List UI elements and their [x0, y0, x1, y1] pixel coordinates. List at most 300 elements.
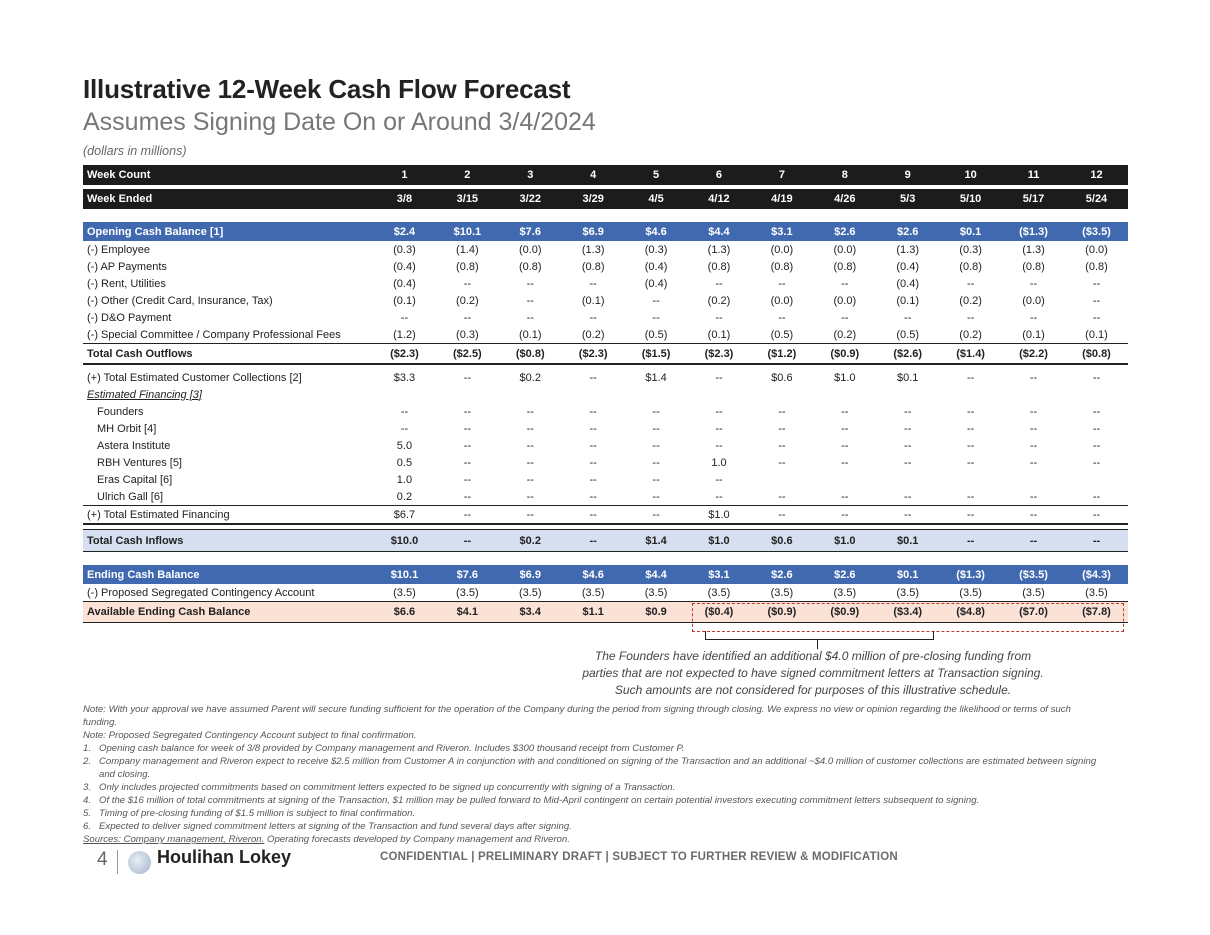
table-cell: $10.1: [373, 565, 436, 584]
sources-line: [83, 833, 1103, 846]
table-cell: (0.8): [518, 260, 542, 273]
table-cell: --: [966, 277, 975, 290]
table-cell: $0.1: [876, 565, 939, 584]
table-cell: 5/17: [1002, 189, 1065, 209]
outflow-row-label: (-) AP Payments: [87, 260, 167, 273]
table-cell: (3.5): [707, 586, 731, 599]
table-cell: (3.5): [833, 586, 857, 599]
table-cell: [1065, 471, 1128, 488]
table-cell: (0.0): [833, 243, 857, 256]
table-cell: --: [400, 311, 409, 324]
table-cell: --: [526, 439, 534, 452]
table-cell: --: [715, 490, 723, 503]
table-cell: --: [966, 405, 975, 418]
table-cell: --: [436, 506, 499, 525]
outflow-row-label: (-) Rent, Utilities: [87, 277, 166, 290]
table-cell: --: [499, 506, 562, 525]
table-cell: ($2.6): [876, 344, 939, 365]
table-cell: (0.2): [707, 294, 731, 307]
table-cell: (3.5): [1022, 586, 1045, 599]
financing-row-label: Astera Institute: [97, 439, 171, 452]
table-cell: 11: [1002, 165, 1065, 185]
table-cell: --: [652, 490, 660, 503]
table-cell: --: [400, 422, 409, 435]
table-cell: (0.1): [1085, 328, 1108, 341]
table-cell: [499, 386, 562, 403]
total-financing-row-label: (+) Total Estimated Financing: [83, 506, 373, 525]
table-cell: --: [966, 456, 975, 469]
table-cell: --: [463, 405, 472, 418]
table-cell: --: [1092, 405, 1101, 418]
financing-header-row: [83, 386, 1128, 403]
table-cell: (0.8): [1022, 260, 1045, 273]
table-cell: (0.3): [393, 243, 416, 256]
table-cell: $2.6: [750, 565, 813, 584]
table-cell: 4/12: [688, 189, 751, 209]
callout-line: parties that are not expected to have signed commitment letters at Transaction signing.: [582, 666, 1044, 680]
opening-cash-row-label: Opening Cash Balance [1]: [83, 222, 373, 241]
table-cell: --: [966, 439, 975, 452]
table-cell: $2.6: [813, 222, 876, 241]
table-cell: (0.2): [833, 328, 857, 341]
table-cell: --: [589, 405, 597, 418]
table-cell: --: [904, 490, 912, 503]
table-cell: [1002, 386, 1065, 403]
table-cell: --: [966, 422, 975, 435]
table-cell: [813, 386, 876, 403]
table-cell: (0.1): [1022, 328, 1045, 341]
table-cell: (0.8): [581, 260, 605, 273]
highlight-dashed-box: [692, 603, 1124, 632]
table-cell: (0.4): [644, 260, 668, 273]
outflow-row-label: (-) Special Committee / Company Professional Fees: [87, 328, 341, 341]
table-cell: 1.0: [396, 473, 413, 486]
contingency-row: [83, 584, 1128, 602]
table-cell: (0.0): [833, 294, 857, 307]
table-cell: (0.1): [518, 328, 542, 341]
table-cell: $1.0: [688, 530, 751, 552]
table-cell: --: [526, 405, 534, 418]
table-cell: $1.0: [813, 530, 876, 552]
table-cell: 4/5: [625, 189, 688, 209]
table-cell: (0.4): [393, 277, 416, 290]
table-cell: --: [652, 294, 660, 307]
table-cell: --: [778, 277, 786, 290]
footnote: [83, 781, 1103, 794]
table-cell: ($2.3): [373, 344, 436, 365]
week-ended-row-label: Week Ended: [83, 189, 373, 209]
table-cell: $0.2: [499, 530, 562, 552]
table-cell: 12: [1065, 165, 1128, 185]
table-cell: --: [1092, 294, 1101, 307]
table-cell: --: [1092, 277, 1101, 290]
available-cash-row-label: Available Ending Cash Balance: [83, 602, 373, 623]
outflow-row: [83, 309, 1128, 326]
table-cell: --: [589, 422, 597, 435]
financing-row: [83, 488, 1128, 506]
table-cell: (3.5): [518, 586, 542, 599]
table-cell: --: [904, 456, 912, 469]
footnote-number: 4.: [83, 795, 92, 806]
footnote-text: Company management and Riveron expect to receive $2.5 million from Customer A in conjunction with and conditioned on signing of the Transaction and an additional ~$4.0 million of customer collections are estimated between signing and closing.: [99, 756, 1097, 780]
financing-row-label: MH Orbit [4]: [97, 422, 157, 435]
table-cell: $1.1: [562, 602, 625, 623]
footnote-number: 2.: [83, 756, 92, 767]
table-cell: 4: [562, 165, 625, 185]
financing-row: [83, 420, 1128, 437]
table-cell: $4.4: [625, 565, 688, 584]
table-cell: $0.2: [519, 371, 541, 384]
table-cell: (3.5): [1085, 586, 1108, 599]
table-cell: (0.8): [1085, 260, 1108, 273]
outflow-row: [83, 258, 1128, 275]
table-cell: --: [715, 371, 723, 384]
table-cell: ($2.3): [562, 344, 625, 365]
financing-row: [83, 437, 1128, 454]
table-cell: 3/15: [436, 189, 499, 209]
table-cell: --: [715, 473, 723, 486]
table-cell: (0.0): [518, 243, 542, 256]
table-cell: --: [463, 439, 472, 452]
footnotes-section: [83, 703, 1103, 846]
table-cell: (0.1): [707, 328, 731, 341]
table-cell: --: [463, 490, 472, 503]
table-cell: 5.0: [396, 439, 413, 452]
table-cell: $2.4: [373, 222, 436, 241]
table-cell: (0.3): [644, 243, 668, 256]
table-cell: $4.1: [436, 602, 499, 623]
table-cell: ($1.2): [750, 344, 813, 365]
table-cell: (3.5): [959, 586, 982, 599]
footnote: [83, 755, 1103, 781]
table-cell: [562, 386, 625, 403]
table-cell: [625, 386, 688, 403]
table-cell: 2: [436, 165, 499, 185]
table-cell: --: [715, 277, 723, 290]
table-cell: $1.4: [645, 371, 667, 384]
table-cell: (1.3): [1022, 243, 1045, 256]
table-cell: 6: [688, 165, 751, 185]
table-cell: 3: [499, 165, 562, 185]
table-cell: 1.0: [711, 456, 727, 469]
table-cell: 3/22: [499, 189, 562, 209]
footer-divider: [117, 850, 118, 874]
financing-row-label: Eras Capital [6]: [97, 473, 173, 486]
contingency-row-label: (-) Proposed Segregated Contingency Account: [87, 586, 315, 599]
table-cell: --: [1002, 530, 1065, 552]
table-cell: --: [904, 422, 912, 435]
total-outflows-row-label: Total Cash Outflows: [83, 344, 373, 365]
table-cell: [373, 386, 436, 403]
financing-row-label: RBH Ventures [5]: [97, 456, 182, 469]
table-cell: (0.1): [581, 294, 605, 307]
footnote-text: Expected to deliver signed commitment letters at signing of the Transaction and fund several days after signing.: [99, 821, 572, 832]
note-funding: Note: With your approval we have assumed Parent will secure funding sufficient for the operation of the Company during the period from signing through closing. We express no view or opinion regarding the likelihood or terms of such funding.: [83, 704, 1071, 728]
table-cell: --: [939, 506, 1002, 525]
cash-flow-table: [83, 165, 1128, 623]
table-cell: $4.6: [625, 222, 688, 241]
table-cell: --: [778, 311, 786, 324]
table-cell: --: [715, 422, 723, 435]
table-cell: (0.8): [456, 260, 479, 273]
table-cell: $10.0: [373, 530, 436, 552]
table-cell: 5: [625, 165, 688, 185]
table-cell: --: [589, 371, 597, 384]
table-cell: --: [526, 473, 534, 486]
note-contingency: Note: Proposed Segregated Contingency Account subject to final confirmation.: [83, 730, 417, 741]
table-cell: ($0.9): [813, 602, 876, 623]
footnote-number: 6.: [83, 821, 92, 832]
table-cell: --: [652, 422, 660, 435]
table-cell: (0.8): [770, 260, 794, 273]
table-cell: (0.0): [1022, 294, 1045, 307]
table-cell: (0.0): [1085, 243, 1108, 256]
footnote: [83, 742, 1103, 755]
table-cell: 0.5: [396, 456, 413, 469]
table-cell: --: [1002, 506, 1065, 525]
table-cell: [939, 386, 1002, 403]
table-cell: [813, 471, 876, 488]
table-cell: (1.3): [707, 243, 731, 256]
table-cell: --: [1029, 422, 1038, 435]
footnote-text: Timing of pre-closing funding of $1.5 million is subject to final confirmation.: [99, 808, 416, 819]
outflow-row-label: (-) Other (Credit Card, Insurance, Tax): [87, 294, 273, 307]
table-cell: --: [966, 371, 975, 384]
table-cell: (1.4): [456, 243, 479, 256]
table-cell: --: [589, 456, 597, 469]
table-cell: --: [778, 490, 786, 503]
table-cell: (3.5): [456, 586, 479, 599]
table-cell: --: [652, 456, 660, 469]
table-cell: (0.3): [959, 243, 982, 256]
outflow-row: [83, 241, 1128, 258]
table-cell: $6.7: [373, 506, 436, 525]
ending-cash-row-label: Ending Cash Balance: [83, 565, 373, 584]
table-cell: --: [841, 456, 849, 469]
table-cell: --: [526, 277, 534, 290]
week-count-row: [83, 165, 1128, 185]
table-cell: (0.2): [581, 328, 605, 341]
table-cell: ($0.8): [1065, 344, 1128, 365]
table-cell: $0.6: [771, 371, 793, 384]
table-cell: ($2.3): [688, 344, 751, 365]
opening-cash-row: [83, 222, 1128, 241]
table-cell: --: [1092, 456, 1101, 469]
table-cell: 10: [939, 165, 1002, 185]
table-cell: [688, 386, 751, 403]
table-cell: ($1.3): [1002, 222, 1065, 241]
table-cell: $7.6: [436, 565, 499, 584]
week-ended-row: [83, 189, 1128, 209]
financing-row: [83, 454, 1128, 471]
table-cell: --: [1092, 422, 1101, 435]
table-cell: (3.5): [896, 586, 920, 599]
table-cell: 3/8: [373, 189, 436, 209]
spacer-row: [83, 552, 1128, 566]
callout-bracket: [705, 631, 934, 640]
table-cell: (0.1): [896, 294, 920, 307]
table-cell: --: [526, 490, 534, 503]
table-cell: --: [1029, 277, 1038, 290]
table-cell: ($0.4): [688, 602, 751, 623]
table-cell: --: [841, 405, 849, 418]
table-cell: ($0.9): [813, 344, 876, 365]
table-cell: --: [966, 490, 975, 503]
table-cell: --: [463, 422, 472, 435]
table-cell: 5/24: [1065, 189, 1128, 209]
table-cell: --: [778, 422, 786, 435]
table-cell: $3.1: [750, 222, 813, 241]
table-cell: --: [939, 530, 1002, 552]
page-footer: [83, 846, 983, 876]
table-cell: (0.0): [770, 294, 794, 307]
footnote-number: 3.: [83, 782, 92, 793]
table-cell: --: [652, 405, 660, 418]
table-cell: $7.6: [499, 222, 562, 241]
table-cell: --: [589, 277, 597, 290]
table-cell: ($2.2): [1002, 344, 1065, 365]
outflow-row-label: (-) Employee: [87, 243, 150, 256]
financing-header-row-label-text: Estimated Financing [3]: [87, 388, 202, 401]
table-cell: --: [463, 311, 472, 324]
footnote-text: Opening cash balance for week of 3/8 provided by Company management and Riveron. Includes $300 thousand receipt from Customer P.: [99, 743, 685, 754]
table-cell: $2.6: [813, 565, 876, 584]
table-cell: --: [904, 439, 912, 452]
table-cell: $0.1: [876, 530, 939, 552]
table-cell: (0.4): [644, 277, 668, 290]
table-cell: --: [589, 490, 597, 503]
table-cell: --: [841, 277, 849, 290]
units-note: (dollars in millions): [83, 144, 187, 158]
table-cell: $3.4: [499, 602, 562, 623]
page-subtitle: Assumes Signing Date On or Around 3/4/2024: [83, 108, 596, 136]
table-cell: --: [526, 311, 534, 324]
table-cell: (0.1): [393, 294, 416, 307]
table-cell: [876, 471, 939, 488]
table-cell: --: [841, 490, 849, 503]
table-cell: --: [400, 405, 409, 418]
spacer-row: [83, 209, 1128, 222]
footnote-number: 1.: [83, 743, 92, 754]
total-inflows-row: [83, 530, 1128, 552]
table-cell: --: [652, 311, 660, 324]
table-cell: 5/3: [876, 189, 939, 209]
table-cell: --: [876, 506, 939, 525]
table-cell: --: [841, 439, 849, 452]
table-cell: --: [841, 422, 849, 435]
table-cell: (0.2): [959, 328, 982, 341]
table-cell: (0.5): [770, 328, 794, 341]
table-cell: $3.1: [688, 565, 751, 584]
table-cell: --: [589, 439, 597, 452]
table-cell: $2.6: [876, 222, 939, 241]
table-cell: --: [463, 371, 472, 384]
table-cell: --: [625, 506, 688, 525]
table-cell: --: [904, 405, 912, 418]
table-cell: 7: [750, 165, 813, 185]
table-cell: --: [589, 473, 597, 486]
footnote-text: Only includes projected commitments based on commitment letters expected to be signed up concurrently with signing of a Transaction.: [99, 782, 676, 793]
table-cell: ($1.5): [625, 344, 688, 365]
table-cell: 8: [813, 165, 876, 185]
table-cell: $4.6: [562, 565, 625, 584]
table-cell: --: [436, 530, 499, 552]
week-count-row-label: Week Count: [83, 165, 373, 185]
table-cell: $1.0: [688, 506, 751, 525]
callout-line: The Founders have identified an additional $4.0 million of pre-closing funding from: [594, 649, 1032, 663]
table-cell: 5/10: [939, 189, 1002, 209]
table-cell: (0.8): [833, 260, 857, 273]
confidential-notice: CONFIDENTIAL | PRELIMINARY DRAFT | SUBJECT TO FURTHER REVIEW & MODIFICATION: [380, 851, 898, 863]
customer-collections-row: [83, 369, 1128, 386]
table-cell: --: [750, 506, 813, 525]
table-cell: --: [1092, 371, 1101, 384]
table-cell: ($3.4): [876, 602, 939, 623]
table-cell: ($4.8): [939, 602, 1002, 623]
table-cell: --: [778, 456, 786, 469]
outflow-row: [83, 326, 1128, 344]
table-cell: --: [463, 456, 472, 469]
table-cell: 0.2: [396, 490, 413, 503]
ending-cash-row: [83, 565, 1128, 584]
table-cell: --: [1092, 490, 1101, 503]
table-cell: ($7.8): [1065, 602, 1128, 623]
table-cell: --: [715, 311, 723, 324]
table-cell: $0.1: [896, 371, 919, 384]
outflow-row: [83, 275, 1128, 292]
table-cell: --: [778, 439, 786, 452]
sources-text: Operating forecasts developed by Company management and Riveron.: [264, 834, 570, 845]
table-cell: --: [463, 473, 472, 486]
table-cell: (0.8): [707, 260, 731, 273]
table-cell: (0.5): [896, 328, 920, 341]
table-cell: [750, 471, 813, 488]
financing-row-label: Ulrich Gall [6]: [97, 490, 164, 503]
table-cell: [436, 386, 499, 403]
table-cell: (1.3): [896, 243, 920, 256]
table-cell: --: [1092, 439, 1101, 452]
brand-name: Houlihan Lokey: [157, 847, 292, 867]
callout-line: Such amounts are not considered for purposes of this illustrative schedule.: [614, 683, 1012, 697]
footnote: [83, 807, 1103, 820]
page-title: Illustrative 12-Week Cash Flow Forecast: [83, 74, 571, 104]
table-cell: 4/19: [750, 189, 813, 209]
table-cell: (1.3): [581, 243, 605, 256]
financing-row: [83, 471, 1128, 488]
table-cell: ($4.3): [1065, 565, 1128, 584]
sources-label: Sources: Company management, Riveron.: [83, 834, 265, 845]
table-cell: --: [589, 311, 597, 324]
table-cell: --: [526, 422, 534, 435]
table-cell: 4/26: [813, 189, 876, 209]
houlihan-lokey-logo-icon: [128, 851, 151, 874]
table-cell: (0.3): [456, 328, 479, 341]
table-cell: ($3.5): [1065, 222, 1128, 241]
financing-header-row-label: [83, 386, 373, 403]
table-cell: --: [463, 277, 472, 290]
total-inflows-row-label: Total Cash Inflows: [83, 530, 373, 552]
table-cell: 9: [876, 165, 939, 185]
table-cell: ($1.4): [939, 344, 1002, 365]
table-cell: --: [1029, 371, 1038, 384]
table-cell: --: [652, 439, 660, 452]
table-cell: $1.0: [834, 371, 856, 384]
table-cell: $6.6: [373, 602, 436, 623]
table-cell: --: [1065, 506, 1128, 525]
table-cell: --: [526, 294, 534, 307]
table-cell: (0.2): [959, 294, 982, 307]
table-cell: --: [841, 311, 849, 324]
